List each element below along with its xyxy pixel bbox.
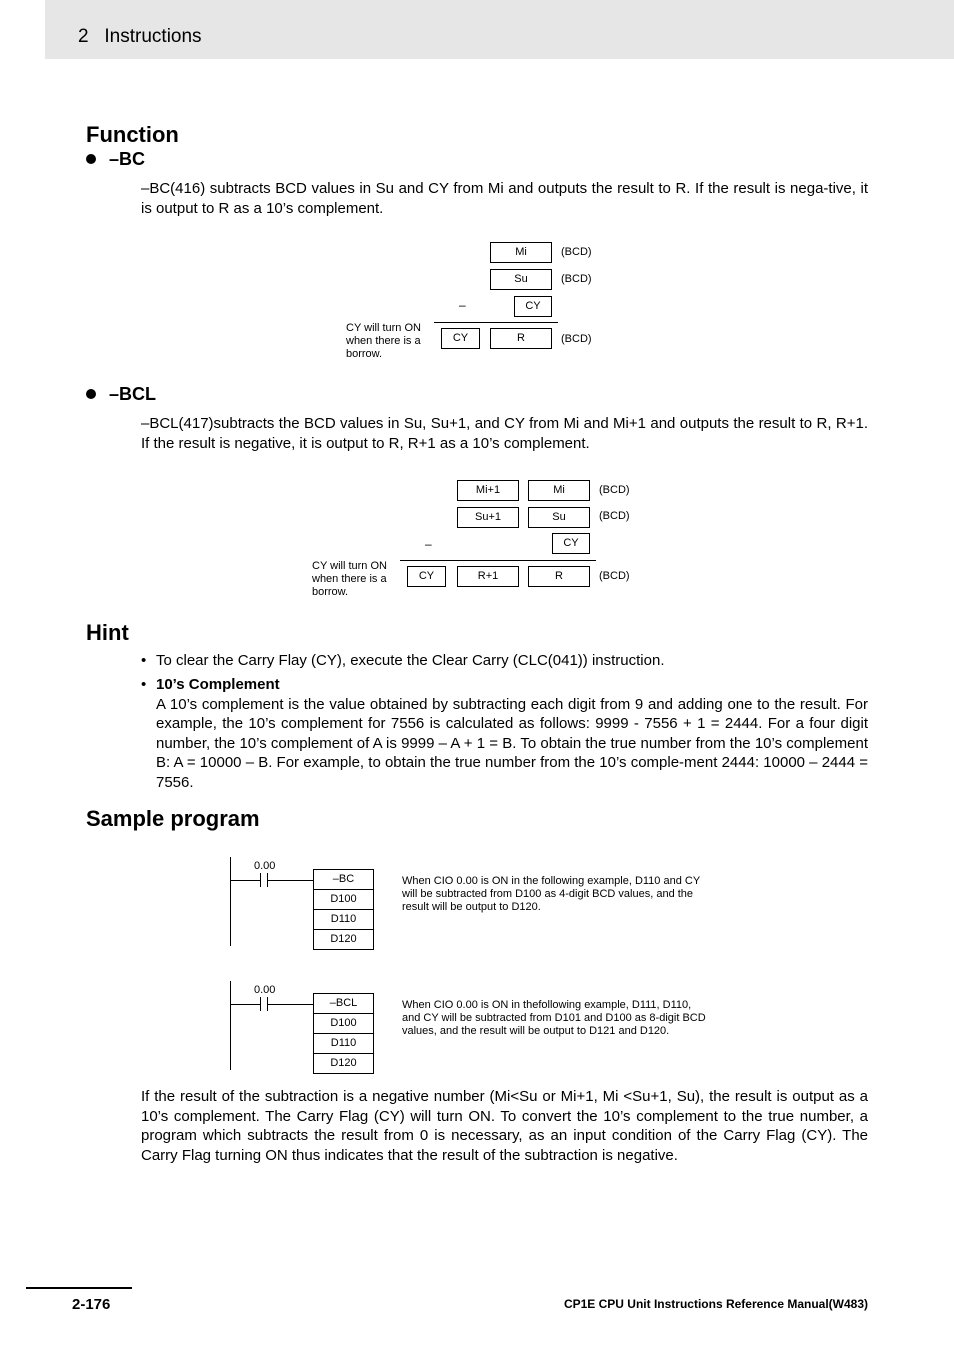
hint-item-1-text: To clear the Carry Flay (CY), execute the Clear Carry (CLC(041)) instruction.	[156, 652, 665, 669]
ladder-1-operand-1: D100	[313, 889, 374, 910]
bcl-su-box: Su	[528, 507, 590, 528]
bc-su-box: Su	[490, 269, 552, 290]
bcl-cy-result-box: CY	[407, 566, 446, 587]
hint-item-2-title: 10’s Complement	[156, 676, 280, 693]
bc-cy-box: CY	[514, 296, 552, 317]
bcl-r1-box: R+1	[457, 566, 519, 587]
bcl-r-box: R	[528, 566, 590, 587]
bullet-icon: •	[141, 676, 147, 693]
ladder-2-operand-3: D120	[313, 1053, 374, 1074]
bcl-su1-box: Su+1	[457, 507, 519, 528]
ladder-1-power-rail	[230, 857, 231, 946]
bc-bcd-label-2: (BCD)	[561, 273, 592, 285]
bcl-description: –BCL(417)subtracts the BCD values in Su, Su+1, and CY from Mi and Mi+1 and outputs the result to R, R+1. If the result is negative, it is output to R, R+1 as a 10’s complement.	[141, 415, 868, 452]
ladder-1-instruction-box: –BC	[313, 869, 374, 890]
bcl-mi-box: Mi	[528, 480, 590, 501]
hint-item-1	[141, 651, 868, 671]
hint-item-2	[141, 675, 868, 792]
ladder-1-wire-a	[230, 880, 260, 881]
ladder-1-note: When CIO 0.00 is ON in the following example, D110 and CY will be subtracted from D100 as 4-digit BCD values, and the result will be output to D120.	[402, 875, 700, 913]
hint-item-2-body: A 10’s complement is the value obtained by subtracting each digit from 9 and adding one to the result. For example, the 10’s complement for 7556 is calculated as follows: 9999 - 7556 + 1 = 2444. For a four digit number, the 10’s complement of A is 9999 – A + 1 = B. To obtain the true number from the 10’s complement B: A = 10000 – B. For example, to obtain the true number from the 10’s comple-ment 2444: 10000 – 2444 = 7556.	[156, 695, 868, 791]
bc-minus-sign: –	[459, 298, 466, 312]
ladder-2-note: When CIO 0.00 is ON in thefollowing example, D111, D110, and CY will be subtracted from D101 and D100 as 8-digit BCD values, and the result will be output to D121 and D120.	[402, 999, 706, 1037]
ladder-1-operand-3: D120	[313, 929, 374, 950]
footer-rule	[26, 1287, 132, 1289]
ladder-1-contact-left-bar	[260, 873, 261, 887]
ladder-2-operand-1: D100	[313, 1013, 374, 1034]
bcl-result-line	[400, 560, 596, 561]
ladder-2-contact-left-bar	[260, 997, 261, 1011]
bc-mi-box: Mi	[490, 242, 552, 263]
ladder-2-instruction-box: –BCL	[313, 993, 374, 1014]
bullet-icon: •	[141, 652, 147, 669]
bc-r-box: R	[490, 328, 552, 349]
ladder-2-operand-2: D110	[313, 1033, 374, 1054]
bc-bcd-label-1: (BCD)	[561, 246, 592, 258]
sample-closing-paragraph: If the result of the subtraction is a negative number (Mi<Su or Mi+1, Mi <Su+1, Su), the result is output as a 10’s complement. The Carry Flag (CY) will turn ON. To convert the 10’s complement to the true number, a program which subtracts the result from 0 is necessary, as an input condition of the Carry Flag (CY). The Carry Flag turning ON thus indicates that the result of the subtraction is negative.	[141, 1088, 868, 1164]
bcl-bcd-label-1: (BCD)	[599, 484, 630, 496]
bcl-heading-row	[86, 384, 156, 405]
function-title: Function	[86, 122, 179, 147]
sample-program-title: Sample program	[86, 806, 260, 831]
bc-heading: –BC	[109, 149, 146, 169]
bcl-heading: –BCL	[109, 384, 157, 404]
bcl-mi1-box: Mi+1	[457, 480, 519, 501]
bcl-bcd-label-2: (BCD)	[599, 510, 630, 522]
ladder-1-operand-2: D110	[313, 909, 374, 930]
page-number: 2-176	[72, 1296, 111, 1313]
bcl-cy-box: CY	[552, 533, 590, 554]
ladder-1-wire-b	[267, 880, 313, 881]
ladder-2-contact-address: 0.00	[254, 984, 276, 996]
bcl-borrow-note: CY will turn ON when there is a borrow.	[312, 560, 387, 598]
manual-title: CP1E CPU Unit Instructions Reference Manual(W483)	[563, 1297, 868, 1311]
bc-cy-result-box: CY	[441, 328, 480, 349]
bc-bcd-label-3: (BCD)	[561, 333, 592, 345]
ladder-2-wire-a	[230, 1004, 260, 1005]
ladder-2-power-rail	[230, 981, 231, 1070]
bc-heading-row	[86, 149, 145, 170]
bc-result-line	[434, 322, 558, 323]
bullet-icon	[86, 154, 96, 164]
ladder-1-contact-address: 0.00	[254, 860, 276, 872]
bcl-bcd-label-3: (BCD)	[599, 570, 630, 582]
ladder-2-wire-b	[267, 1004, 313, 1005]
bc-borrow-note: CY will turn ON when there is a borrow.	[346, 322, 421, 360]
hint-title: Hint	[86, 620, 129, 645]
bullet-icon	[86, 389, 96, 399]
bcl-minus-sign: –	[425, 537, 432, 551]
bc-description: –BC(416) subtracts BCD values in Su and CY from Mi and outputs the result to R. If the result is nega-tive, it is output to R as a 10’s complement.	[141, 180, 868, 217]
section-header: 2 Instructions	[78, 26, 202, 47]
